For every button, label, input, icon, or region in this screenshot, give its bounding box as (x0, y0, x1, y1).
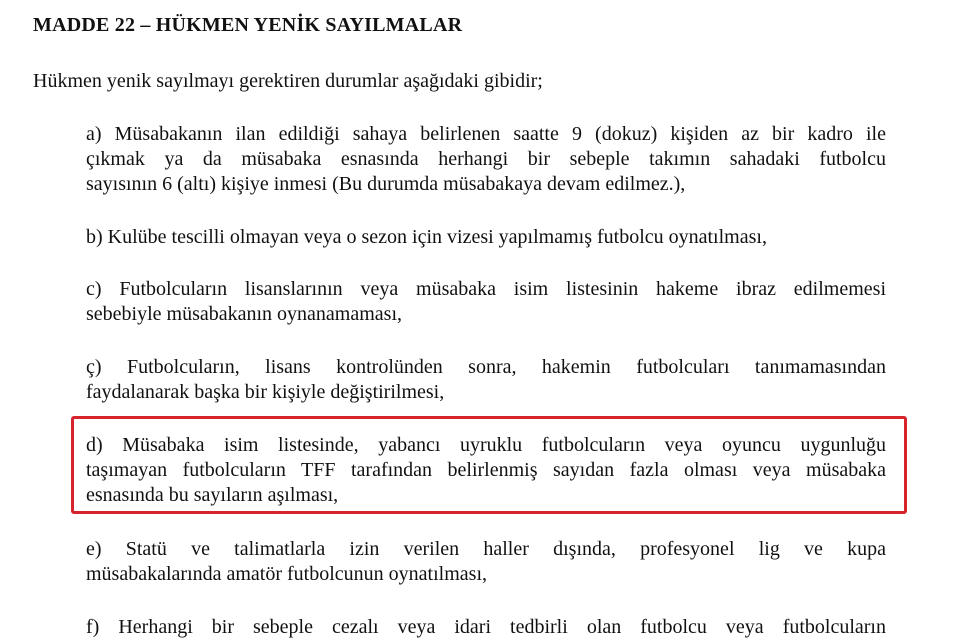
article-heading: MADDE 22 – HÜKMEN YENİK SAYILMALAR (33, 14, 463, 36)
list-item-line: taşımayan futbolcuların TFF tarafından belirlenmiş sayıdan fazla olması veya müsabaka (86, 459, 886, 481)
list-item-line: ç) Futbolcuların, lisans kontrolünden sonra, hakemin futbolcuları tanımamasından (86, 356, 886, 378)
list-item-a (86, 122, 886, 197)
list-item-f (86, 615, 886, 640)
list-item-line: b) Kulübe tescilli olmayan veya o sezon için vizesi yapılmamış futbolcu oynatılması, (86, 226, 767, 248)
list-item-line: sebebiyle müsabakanın oynanamaması, (86, 303, 403, 325)
list-item-b (86, 225, 886, 250)
list-item-line: c) Futbolcuların lisanslarının veya müsabaka isim listesinin hakeme ibraz edilmemesi (86, 278, 886, 300)
list-item-line: müsabakalarında amatör futbolcunun oynatılması, (86, 563, 487, 585)
list-item-line: e) Statü ve talimatlarla izin verilen haller dışında, profesyonel lig ve kupa (86, 538, 886, 560)
list-item-line: faydalanarak başka bir kişiyle değiştirilmesi, (86, 381, 445, 403)
list-item-d-highlighted (86, 433, 886, 508)
list-item-line: sayısının 6 (altı) kişiye inmesi (Bu durumda müsabakaya devam edilmez.), (86, 173, 686, 195)
list-item-c-cedilla (86, 355, 886, 405)
list-item-line: f) Herhangi bir sebeple cezalı veya idari tedbirli olan futbolcu veya futbolcuların (86, 616, 886, 638)
list-item-line: a) Müsabakanın ilan edildiği sahaya belirlenen saatte 9 (dokuz) kişiden az bir kadro ile (86, 123, 886, 145)
list-item-line: esnasında bu sayıların aşılması, (86, 484, 339, 506)
list-item-c (86, 277, 886, 327)
list-item-e (86, 537, 886, 587)
list-item-line: d) Müsabaka isim listesinde, yabancı uyruklu futbolcuların veya oyuncu uygunluğu (86, 434, 886, 456)
list-item-line: çıkmak ya da müsabaka esnasında herhangi bir sebeple takımın sahadaki futbolcu (86, 148, 886, 170)
intro-paragraph: Hükmen yenik sayılmayı gerektiren durumlar aşağıdaki gibidir; (33, 70, 543, 92)
